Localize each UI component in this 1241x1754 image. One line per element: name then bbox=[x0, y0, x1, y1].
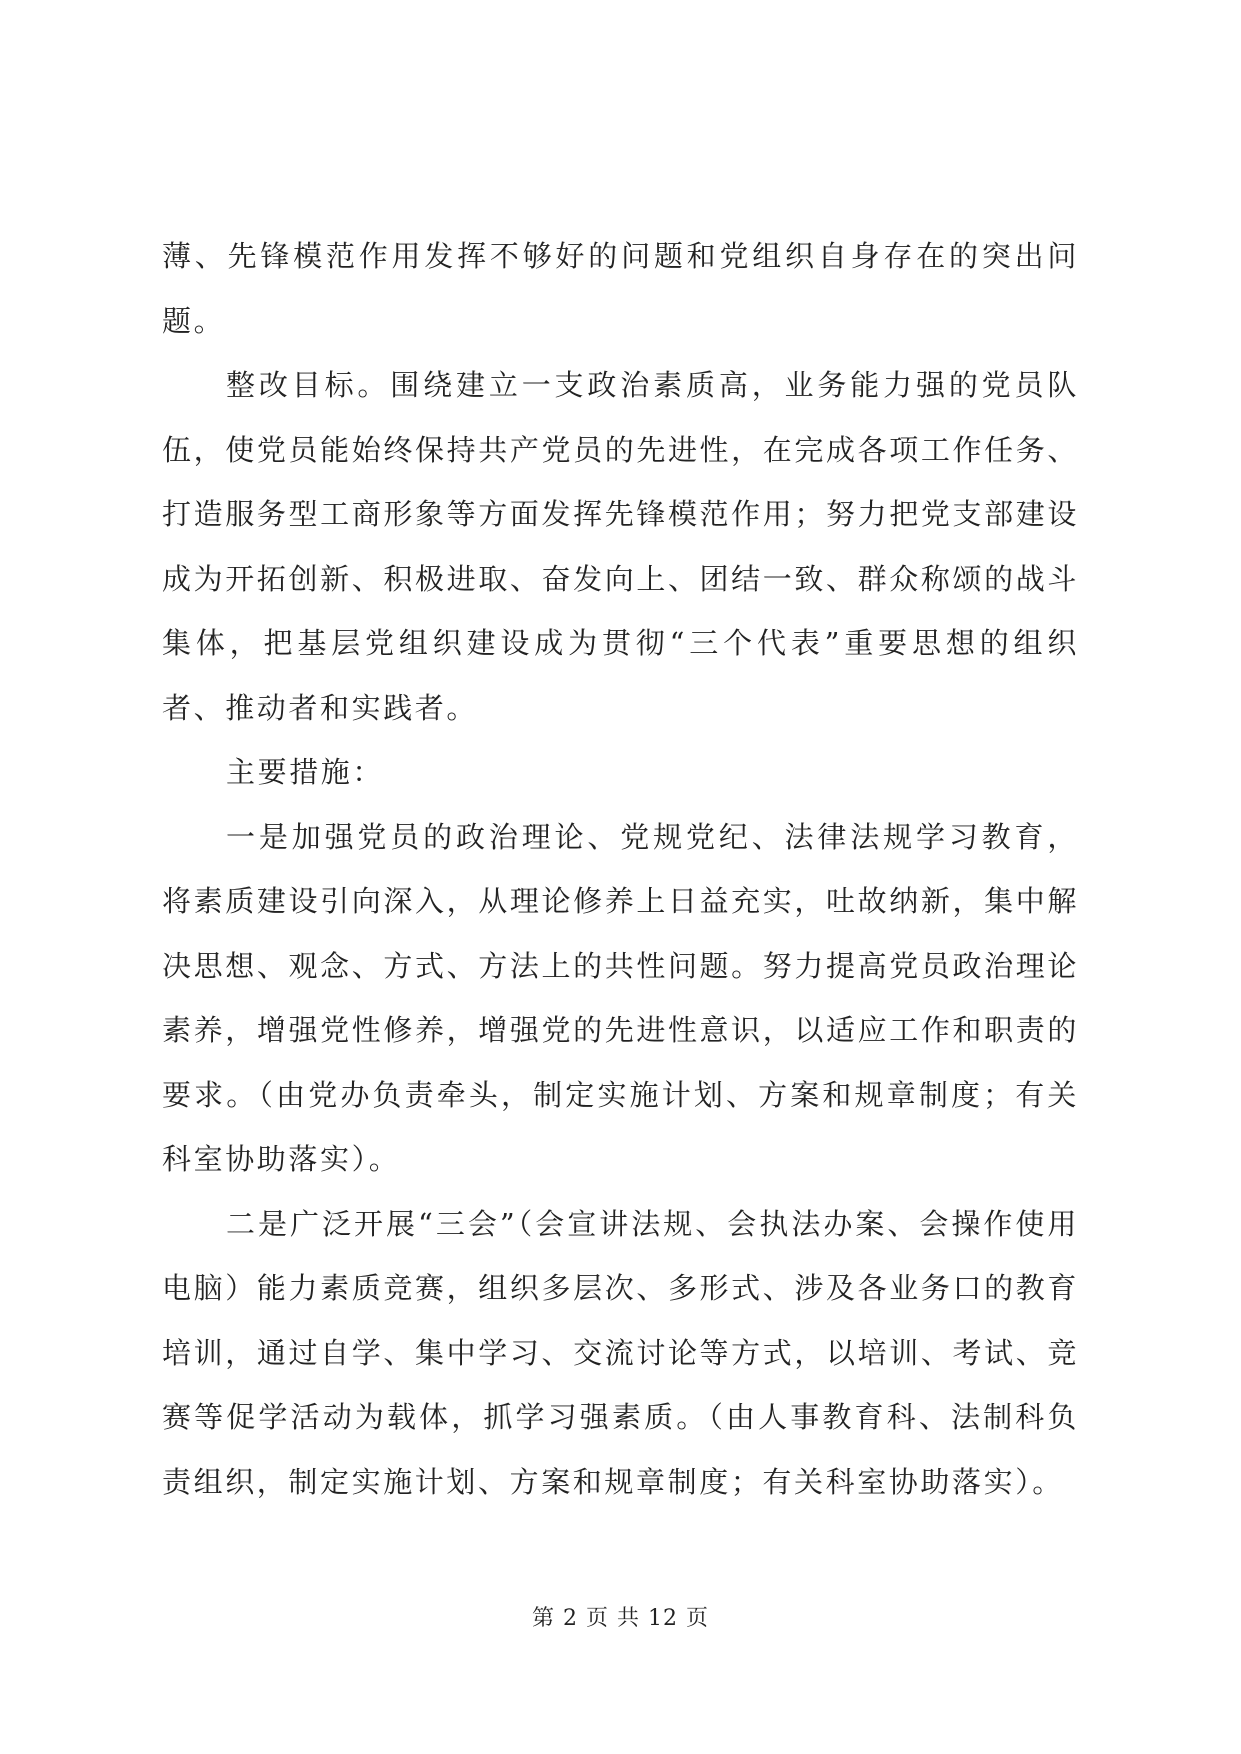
paragraph-measure-two: 二是广泛开展“三会”（会宣讲法规、会执法办案、会操作使用电脑）能力素质竞赛，组织多层次、多形式、涉及各业务口的教育培训，通过自学、集中学习、交流讨论等方式，以培训、考试、竞赛等促学活动为载体，抓学习强素质。（由人事教育科、法制科负责组织，制定实施计划、方案和规章制度；有关科室协助落实）。 bbox=[162, 1206, 1079, 1499]
document-body bbox=[162, 224, 1079, 1514]
paragraph-rectification-goal: 整改目标。围绕建立一支政治素质高，业务能力强的党员队伍，使党员能始终保持共产党员的先进性，在完成各项工作任务、打造服务型工商形象等方面发挥先锋模范作用；努力把党支部建设成为开拓创新、积极进取、奋发向上、团结一致、群众称颂的战斗集体，把基层党组织建设成为贯彻“三个代表”重要思想的组织者、推动者和实践者。 bbox=[162, 368, 1079, 725]
paragraph-main-measures-heading: 主要措施： bbox=[226, 755, 385, 789]
paragraph-continuation: 薄、先锋模范作用发挥不够好的问题和党组织自身存在的突出问题。 bbox=[162, 239, 1079, 338]
page-number-footer: 第 2 页 共 12 页 bbox=[532, 1606, 709, 1631]
paragraph-measure-one: 一是加强党员的政治理论、党规党纪、法律法规学习教育，将素质建设引向深入，从理论修养上日益充实，吐故纳新，集中解决思想、观念、方式、方法上的共性问题。努力提高党员政治理论素养，增强党性修养，增强党的先进性意识，以适应工作和职责的要求。（由党办负责牵头，制定实施计划、方案和规章制度；有关科室协助落实）。 bbox=[162, 819, 1079, 1176]
